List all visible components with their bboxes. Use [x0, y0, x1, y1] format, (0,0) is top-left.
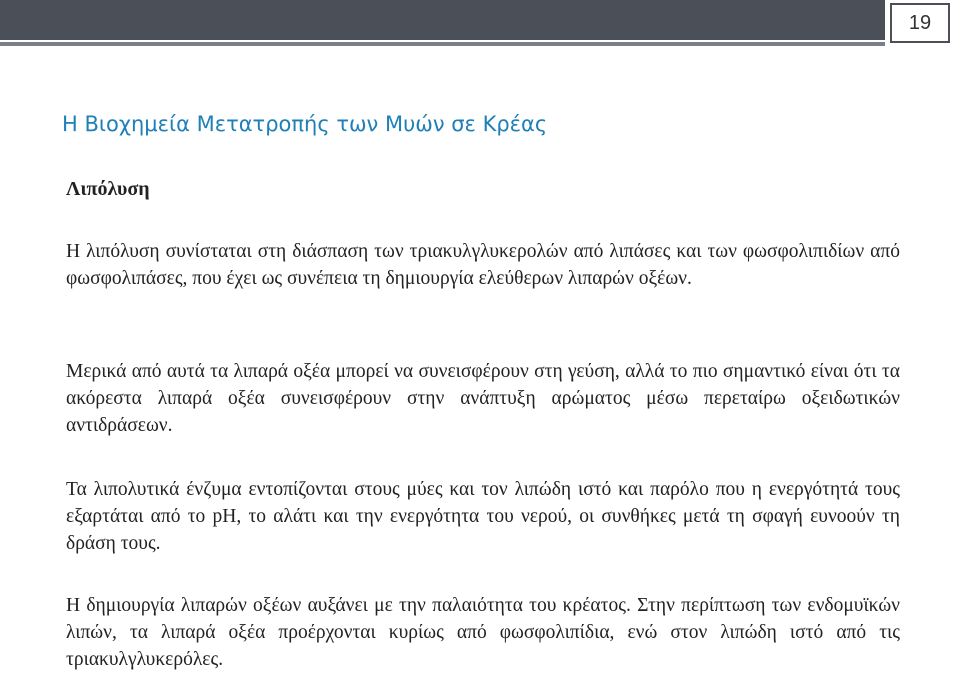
paragraph: Τα λιπολυτικά ένζυμα εντοπίζονται στους μύες και τον λιπώδη ιστό και παρόλο που η ενεργότητά τους εξαρτάται από το pH, το αλάτι και την ενεργότητα του νερού, οι συνθήκες μετά τη σφαγή ευνοούν τη δράση τους. [66, 479, 900, 554]
page-number: 19 [890, 3, 950, 43]
section-heading: Λιπόλυση [66, 178, 150, 200]
paragraph: Η λιπόλυση συνίσταται στη διάσπαση των τριακυλγλυκερολών από λιπάσες και των φωσφολιπιδίων από φωσφολιπάσες, που έχει ως συνέπεια τη δημιουργία ελεύθερων λιπαρών οξέων. [66, 241, 900, 289]
header-bar-dark [0, 0, 885, 40]
paragraph: Μερικά από αυτά τα λιπαρά οξέα μπορεί να συνεισφέρουν στη γεύση, αλλά το πιο σημαντικό είναι ότι τα ακόρεστα λιπαρά οξέα συνεισφέρουν στην ανάπτυξη αρώματος μέσω περεταίρω οξειδωτικών αντιδράσεων. [66, 361, 900, 436]
header-bar-underline [0, 42, 885, 46]
paragraph: Η δημιουργία λιπαρών οξέων αυξάνει με την παλαιότητα του κρέατος. Στην περίπτωση των ενδομυϊκών λιπών, τα λιπαρά οξέα προέρχονται κυρίως από φωσφολιπίδια, ενώ στον λιπώδη ιστό από τις τριακυλγλυκερόλες. [66, 595, 900, 670]
header-bar [0, 0, 960, 40]
slide-title: Η Βιοχημεία Μετατροπής των Μυών σε Κρέας [62, 112, 548, 136]
